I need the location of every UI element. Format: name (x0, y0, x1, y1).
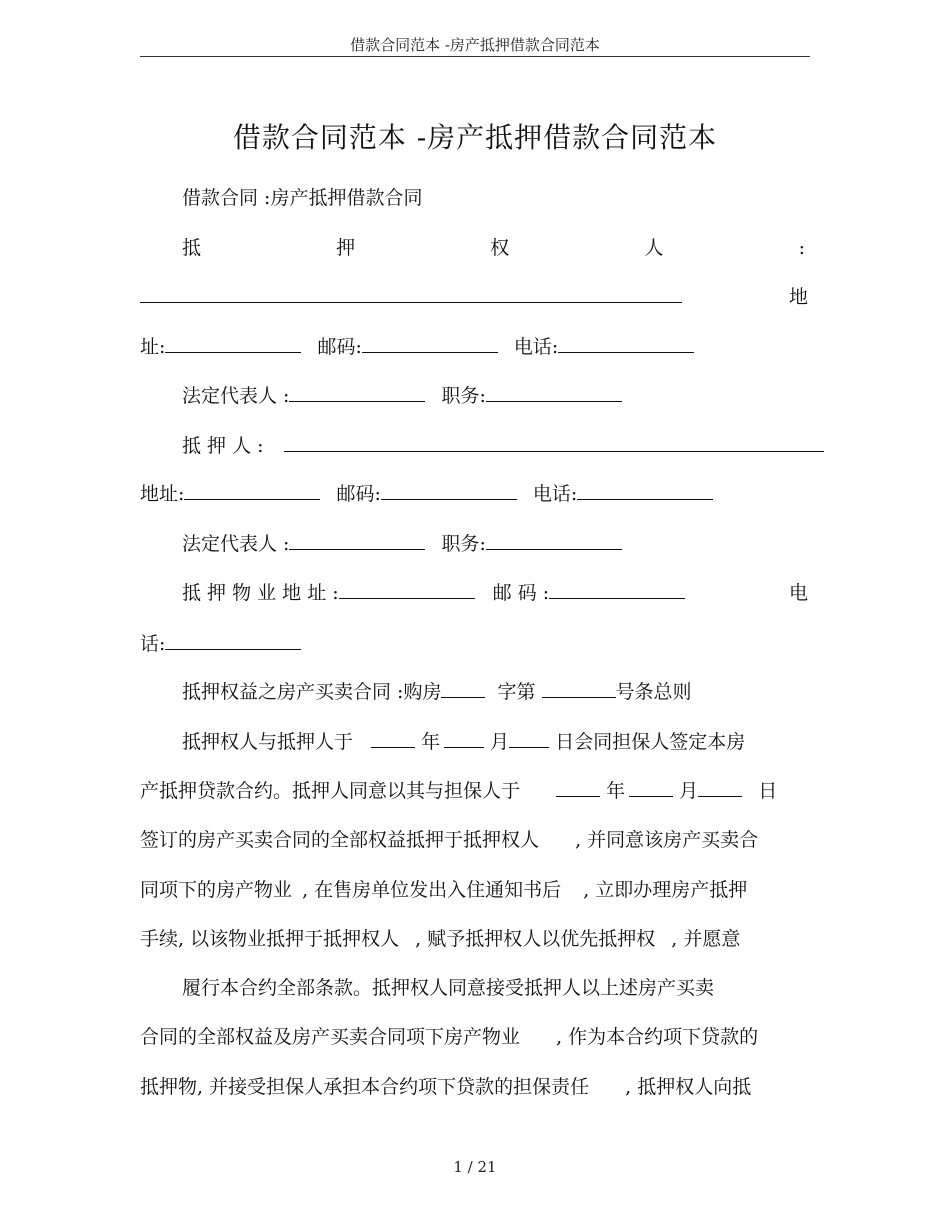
contract-blank-1[interactable] (441, 680, 485, 698)
month-blank[interactable] (629, 779, 673, 797)
text-segment: 产抵押贷款合约。抵押人同意以其与担保人于 (140, 780, 521, 802)
contract-label-2: 字第 (497, 681, 536, 703)
legal-rep-label: 法定代表人 : (182, 533, 290, 555)
text-segment: 抵押物, 并接受担保人承担本合约项下贷款的担保责任 (140, 1076, 590, 1098)
paragraph-1-line-5 (140, 927, 740, 951)
contract-label-3: 号条总则 (615, 681, 692, 703)
mortgagee-char-1: 抵 (182, 237, 202, 259)
text-segment: , 抵押权人向抵 (625, 1076, 752, 1098)
page-number: 1 / 21 (453, 1158, 497, 1176)
paragraph-1-line-3 (140, 828, 758, 852)
month-label: 月 (490, 731, 510, 753)
legal-rep-label: 法定代表人 : (182, 385, 290, 407)
property-address-blank[interactable] (339, 581, 475, 599)
mortgagee-name-line (140, 285, 810, 309)
postcode-label: 邮 码 : (492, 582, 550, 604)
phone-label: 电话: (513, 336, 559, 358)
position-blank[interactable] (486, 384, 622, 402)
text-segment: , 并愿意 (671, 928, 741, 950)
mortgagee-char-4: 人 (644, 237, 664, 259)
legal-rep-blank[interactable] (289, 384, 425, 402)
mortgagee-colon: : (798, 237, 805, 259)
phone-blank[interactable] (558, 335, 694, 353)
paragraph-1-line-4 (140, 878, 747, 902)
text-segment: , 并同意该房产买卖合 (575, 829, 759, 851)
mortgagee-char-3: 权 (490, 237, 510, 259)
legal-rep-blank[interactable] (289, 532, 425, 550)
paragraph-1-line-2 (140, 779, 777, 803)
position-blank[interactable] (486, 532, 622, 550)
month-label: 月 (679, 780, 699, 802)
address-blank[interactable] (184, 482, 320, 500)
phone-label-start: 电 (788, 582, 808, 604)
mortgagee-line (182, 236, 805, 260)
month-blank[interactable] (444, 730, 484, 748)
postcode-blank[interactable] (381, 482, 517, 500)
address-line-1 (140, 335, 694, 359)
phone-blank[interactable] (165, 632, 301, 650)
postcode-label: 邮码: (336, 483, 381, 505)
postcode-blank[interactable] (549, 581, 685, 599)
position-label: 职务: (441, 385, 486, 407)
year-blank[interactable] (556, 779, 600, 797)
text-segment: , 作为本合约项下贷款的 (556, 1026, 759, 1048)
mortgagee-name-blank[interactable] (140, 285, 682, 303)
document-title: 借款合同范本 -房产抵押借款合同范本 (232, 121, 718, 154)
subtitle-line: 借款合同 :房产抵押借款合同 (182, 187, 423, 209)
address-line-2 (140, 482, 713, 506)
text-segment: , 赋予抵押权人以优先抵押权 (415, 928, 656, 950)
postcode-blank[interactable] (362, 335, 498, 353)
text-segment: , 在售房单位发出入住通知书后 (302, 879, 562, 901)
postcode-label: 邮码: (317, 336, 362, 358)
text-segment: 日会同担保人签定本房 (555, 731, 746, 753)
header-rule (140, 56, 810, 57)
mortgagee-char-2: 押 (336, 237, 356, 259)
running-header: 借款合同范本 -房产抵押借款合同范本 (350, 36, 600, 54)
paragraph-2-line-1: 履行本合约全部条款。抵押权人同意接受抵押人以上述房产买卖 (182, 977, 715, 999)
text-segment: 同项下的房产物业 (140, 879, 293, 901)
contract-blank-2[interactable] (542, 680, 616, 698)
day-label: 日 (758, 780, 778, 802)
legal-rep-line-1 (182, 384, 622, 408)
address-label: 址: (140, 336, 166, 358)
text-segment: 签订的房产买卖合同的全部权益抵押于抵押权人 (140, 829, 540, 851)
year-blank[interactable] (371, 730, 415, 748)
phone-label-end: 话: (140, 633, 166, 655)
phone-line (140, 632, 301, 656)
phone-blank[interactable] (577, 482, 713, 500)
text-segment: 抵押权人与抵押人于 (182, 731, 354, 753)
text-segment: 合同的全部权益及房产买卖合同项下房产物业 (140, 1026, 521, 1048)
text-segment: 手续, 以该物业抵押于抵押权人 (140, 928, 400, 950)
paragraph-2-line-2 (140, 1025, 758, 1049)
day-blank[interactable] (698, 779, 742, 797)
property-address-line (182, 581, 810, 605)
year-label: 年 (606, 780, 626, 802)
text-segment: , 立即办理房产抵押 (583, 879, 748, 901)
property-address-label: 抵 押 物 业 地 址 : (182, 582, 339, 604)
paragraph-1-line-1 (182, 730, 745, 754)
mortgagor-label: 抵 押 人 : (182, 435, 264, 457)
address-blank[interactable] (165, 335, 301, 353)
day-blank[interactable] (509, 730, 549, 748)
phone-label: 电话: (532, 483, 578, 505)
year-label: 年 (421, 731, 441, 753)
legal-rep-line-2 (182, 532, 622, 556)
contract-reference-line (182, 680, 692, 704)
mortgagor-line (182, 434, 824, 458)
paragraph-2-line-3 (140, 1075, 751, 1099)
address-label: 地址: (140, 483, 185, 505)
address-char: 地 (788, 286, 808, 308)
position-label: 职务: (441, 533, 486, 555)
mortgagor-blank[interactable] (284, 434, 824, 452)
contract-label: 抵押权益之房产买卖合同 :购房 (182, 681, 442, 703)
